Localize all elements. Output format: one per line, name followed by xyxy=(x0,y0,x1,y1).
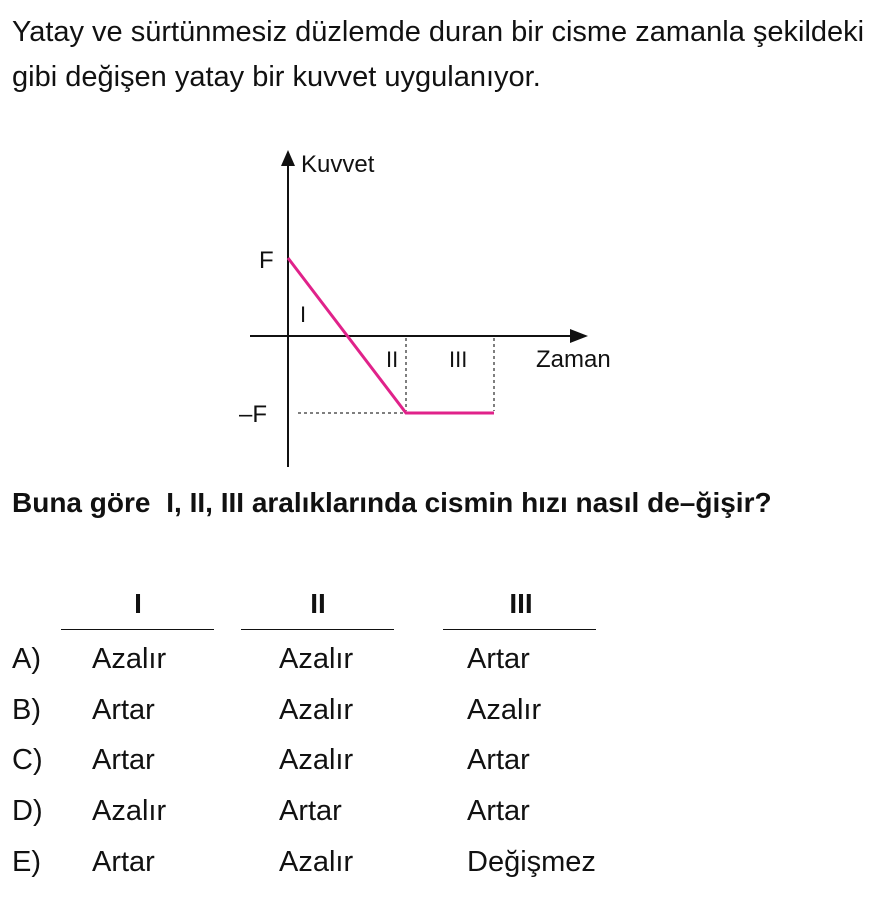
column-rule-i xyxy=(61,629,214,630)
option-value-iii: Azalır xyxy=(467,694,542,726)
option-value-i: Azalır xyxy=(92,643,167,675)
option-value-ii: Azalır xyxy=(279,846,354,878)
y-tick-neg-f: –F xyxy=(239,401,268,428)
intro-text: Yatay ve sürtünmesiz düzlemde duran bir cisme zamanla şekildeki gibi değişen yatay bir kuvvet uygulanıyor. xyxy=(12,16,865,93)
option-letter: D) xyxy=(12,795,43,827)
region-label-i: I xyxy=(300,302,307,327)
column-header-i: I xyxy=(134,588,142,619)
x-axis-label: Zaman xyxy=(536,346,611,373)
option-value-i: Azalır xyxy=(92,795,167,827)
option-letter: A) xyxy=(12,643,41,675)
option-value-ii: Azalır xyxy=(279,744,354,776)
y-axis-label: Kuvvet xyxy=(301,151,375,178)
force-time-graph xyxy=(0,130,896,475)
option-value-iii: Değişmez xyxy=(467,846,596,878)
option-letter: E) xyxy=(12,846,41,878)
column-header-ii: II xyxy=(310,588,326,619)
x-axis-arrow-icon xyxy=(570,329,588,343)
option-c[interactable] xyxy=(0,744,896,788)
option-a[interactable] xyxy=(0,643,896,687)
option-value-iii: Artar xyxy=(467,744,530,776)
option-letter: B) xyxy=(12,694,41,726)
option-value-i: Artar xyxy=(92,846,155,878)
region-label-iii: III xyxy=(449,347,468,372)
option-e[interactable] xyxy=(0,846,896,890)
option-value-iii: Artar xyxy=(467,643,530,675)
option-value-ii: Artar xyxy=(279,795,342,827)
question-text xyxy=(12,482,882,524)
option-value-ii: Azalır xyxy=(279,643,354,675)
option-b[interactable] xyxy=(0,694,896,738)
option-value-iii: Artar xyxy=(467,795,530,827)
option-value-ii: Azalır xyxy=(279,694,354,726)
column-rule-ii xyxy=(241,629,394,630)
option-d[interactable] xyxy=(0,795,896,839)
y-tick-f: F xyxy=(259,247,274,274)
option-value-i: Artar xyxy=(92,694,155,726)
y-axis-arrow-icon xyxy=(281,150,295,166)
option-value-i: Artar xyxy=(92,744,155,776)
question-rest: I, II, III aralıklarında cismin hızı nasıl de–ğişir? xyxy=(166,487,772,518)
region-label-ii: II xyxy=(386,347,399,372)
question-lead: Buna göre xyxy=(12,487,151,518)
option-letter: C) xyxy=(12,744,43,776)
column-rule-iii xyxy=(443,629,596,630)
column-header-iii: III xyxy=(509,588,533,619)
